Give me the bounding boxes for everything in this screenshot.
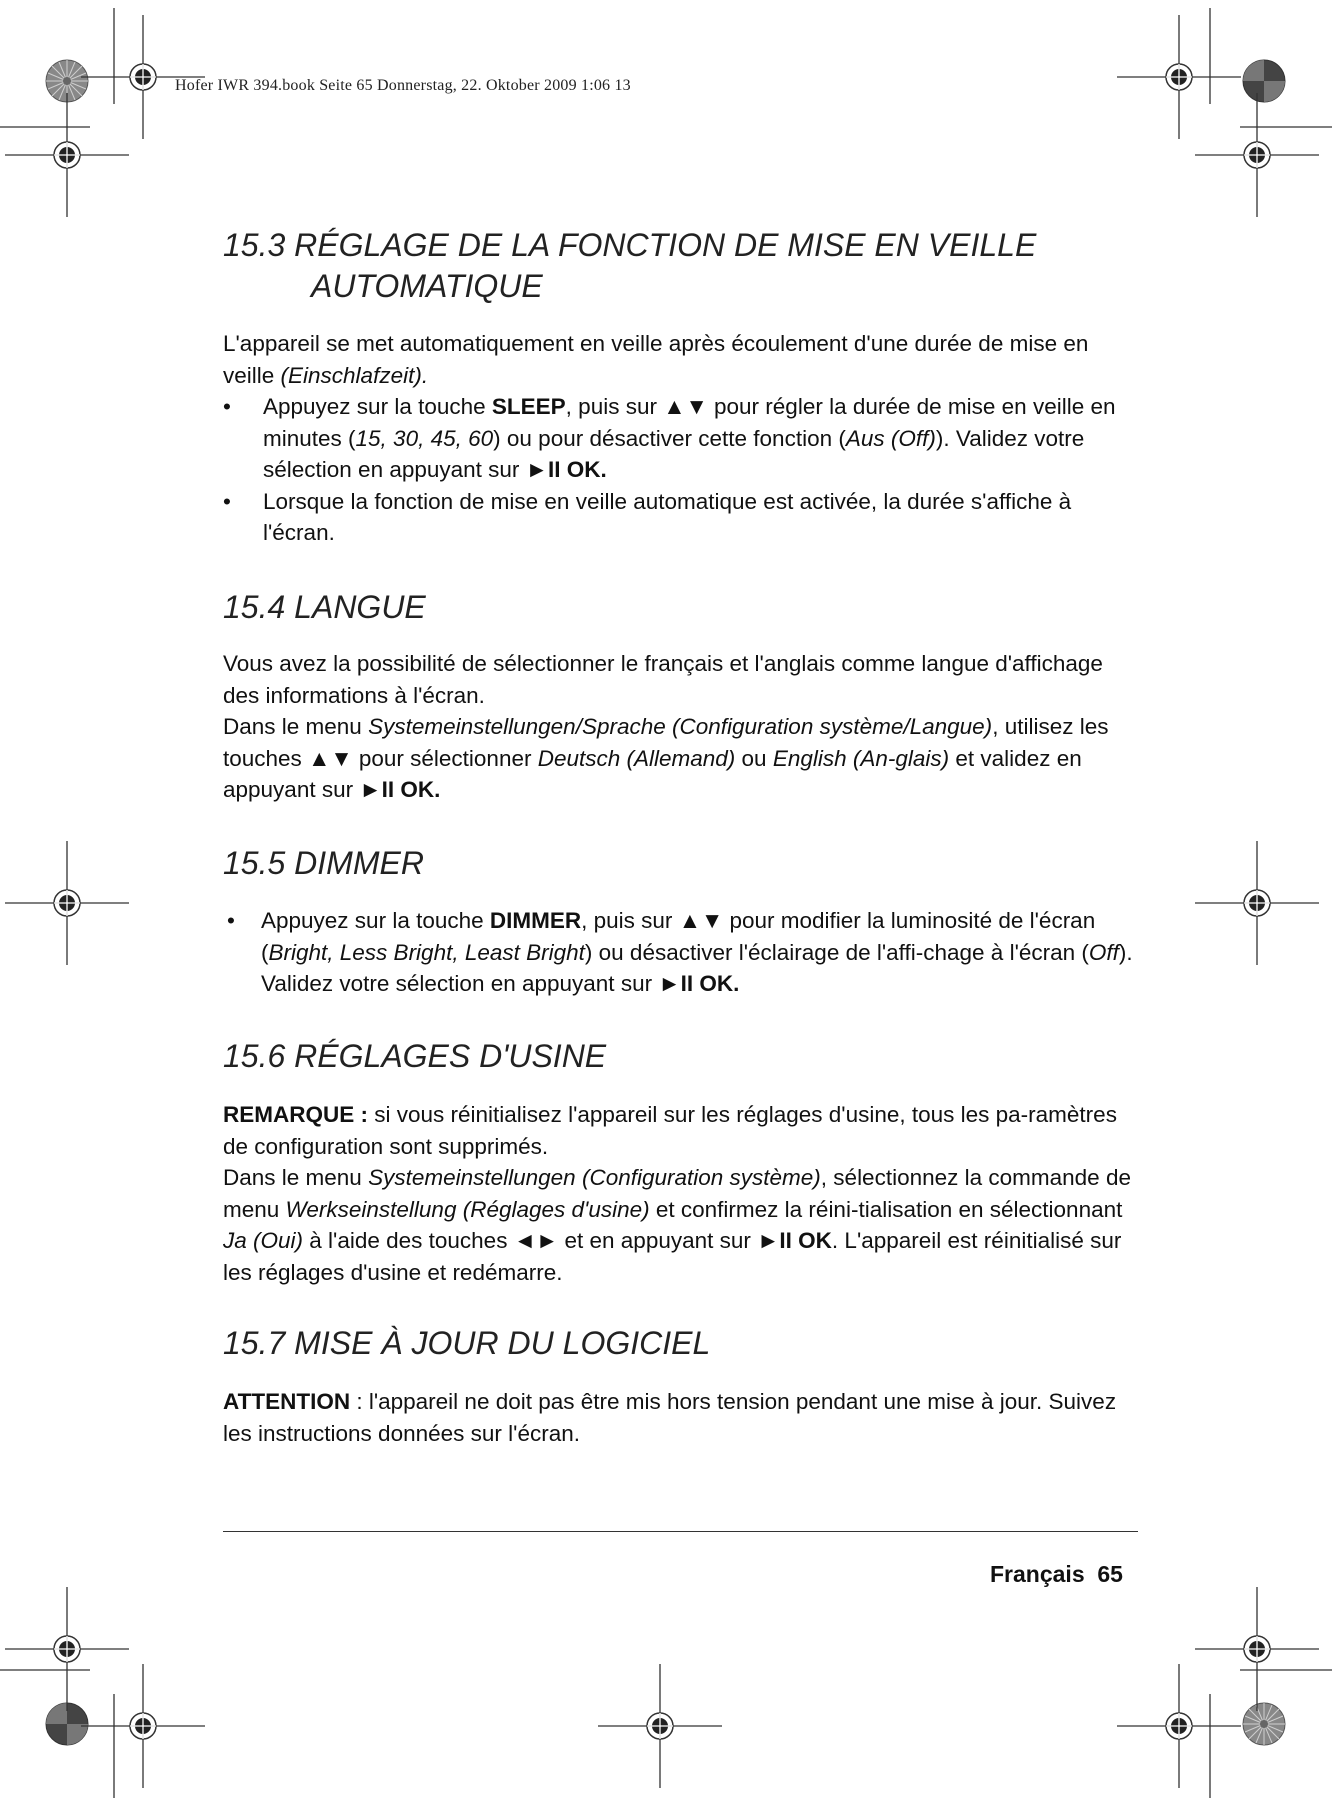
section-15-7-title: 15.7 MISE À JOUR DU LOGICIEL xyxy=(223,1325,711,1361)
paragraph: L'appareil se met automatiquement en veille après écoulement d'une durée de mise en veille (Einschlafzeit). xyxy=(223,331,1089,388)
section-15-4-body xyxy=(223,648,1138,806)
play-pause-ok-key: ►II OK. xyxy=(359,777,441,802)
list-item: • Appuyez sur la touche SLEEP, puis sur ▲▼ pour régler la durée de mise en veille en minutes (15, 30, 45, 60) ou pour désactiver cette fonction (Aus (Off)). Validez votre sélection en appuyant sur ►II OK. xyxy=(223,394,1116,482)
paragraph: Vous avez la possibilité de sélectionner le français et l'anglais comme langue d'affichage des informations à l'écran. xyxy=(223,651,1103,708)
up-down-keys-icon: ▲▼ xyxy=(678,908,724,933)
section-15-4-title: 15.4 LANGUE xyxy=(223,589,426,625)
section-15-3-body xyxy=(223,328,1138,549)
section-15-6-title: 15.6 RÉGLAGES D'USINE xyxy=(223,1038,607,1074)
play-pause-ok-key: ►II OK. xyxy=(525,457,607,482)
warning: ATTENTION : l'appareil ne doit pas être mis hors tension pendant une mise à jour. Suivez les instructions données sur l'écran. xyxy=(223,1389,1117,1446)
title-line-1: 15.3 RÉGLAGE DE LA FONCTION DE MISE EN VEILLE xyxy=(223,227,1037,263)
paragraph: Dans le menu Systemeinstellungen (Configuration système), sélectionnez la commande de menu Werkseinstellung (Réglages d'usine) et confirmez la réini-tialisation en sélectionnant Ja (Oui) à l'aide des touches ◄► et en appuyant sur ►II OK. L'appareil est réinitialisé sur les réglages d'usine et redémarre. xyxy=(223,1165,1131,1285)
play-pause-ok-key: ►II OK xyxy=(757,1228,832,1253)
left-right-keys-icon: ◄► xyxy=(513,1228,559,1253)
note: REMARQUE : si vous réinitialisez l'appareil sur les réglages d'usine, tous les pa-ramètres de configuration sont supprimés. xyxy=(223,1102,1117,1159)
section-15-5-title: 15.5 DIMMER xyxy=(223,845,424,881)
up-down-keys-icon: ▲▼ xyxy=(308,745,353,771)
page-footer xyxy=(990,1561,1123,1588)
section-15-3-title xyxy=(223,225,1036,307)
up-down-keys-icon: ▲▼ xyxy=(663,394,708,419)
list-item: • Lorsque la fonction de mise en veille automatique est activée, la durée s'affiche à l'écran. xyxy=(223,488,1072,545)
section-15-6-body xyxy=(223,1099,1138,1288)
play-pause-ok-key: ►II OK. xyxy=(658,971,740,996)
footer-divider xyxy=(223,1531,1138,1532)
print-header: Hofer IWR 394.book Seite 65 Donnerstag, 22. Oktober 2009 1:06 13 xyxy=(175,77,631,94)
page-number: 65 xyxy=(1097,1561,1123,1587)
list-item: • Appuyez sur la touche DIMMER, puis sur ▲▼ pour modifier la luminosité de l'écran (Bright, Less Bright, Least Bright) ou désactiver l'éclairage de l'affi-chage à l'écran (Off). Validez votre sélection en appuyant sur ►II OK. xyxy=(227,908,1133,996)
footer-language: Français xyxy=(990,1561,1085,1587)
section-15-5-body xyxy=(223,905,1138,1000)
title-line-2: AUTOMATIQUE xyxy=(311,268,543,304)
paragraph: Dans le menu Systemeinstellungen/Sprache (Configuration système/Langue), utilisez les touches ▲▼ pour sélectionner Deutsch (Allemand) ou English (An-glais) et validez en appuyant sur ►II OK. xyxy=(223,714,1109,802)
section-15-7-body xyxy=(223,1386,1138,1449)
